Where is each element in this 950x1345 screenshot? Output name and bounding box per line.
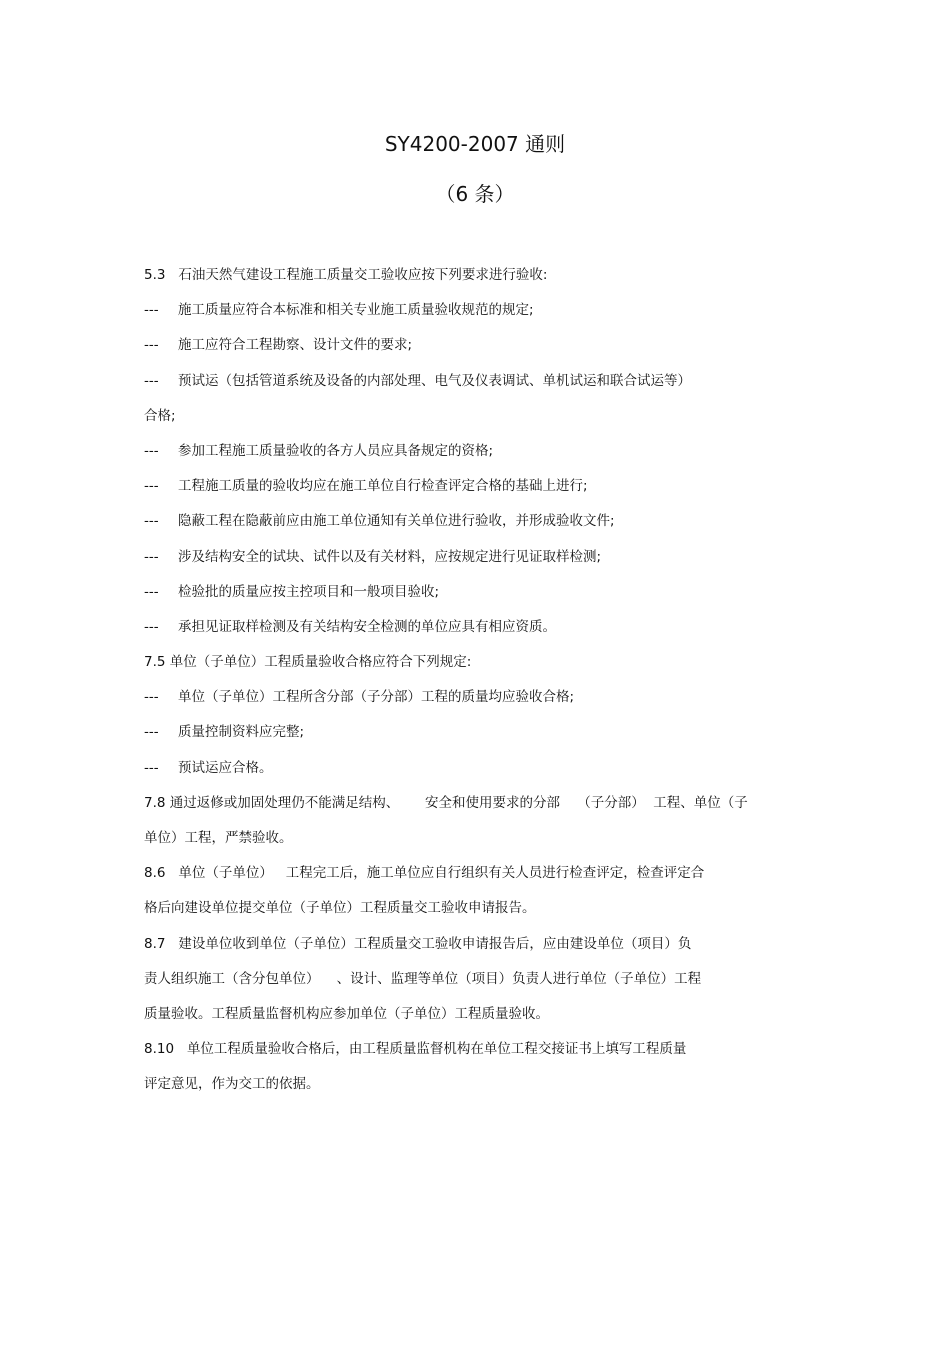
list-dash: --- — [144, 478, 159, 494]
line-text: 工程施工质量的验收均应在施工单位自行检查评定合格的基础上进行; — [178, 478, 588, 494]
clause-gap — [165, 267, 178, 283]
text-line — [144, 935, 691, 953]
line-text: 格后向建设单位提交单位（子单位）工程质量交工验收申请报告。 — [144, 900, 536, 916]
list-dash: --- — [144, 337, 159, 353]
list-dash: --- — [144, 443, 159, 459]
clause-number: 7.5 — [144, 654, 166, 670]
text-line — [144, 407, 176, 425]
list-dash: --- — [144, 689, 159, 705]
text-line — [144, 1075, 320, 1093]
line-text: 石油天然气建设工程施工质量交工验收应按下列要求进行验收: — [178, 267, 548, 283]
list-dash: --- — [144, 760, 159, 776]
text-line — [144, 442, 493, 460]
text-line — [144, 336, 412, 354]
list-dash: --- — [144, 373, 159, 389]
clause-gap — [165, 865, 178, 881]
clause-gap — [165, 936, 178, 952]
document-subtitle: （6 条） — [435, 182, 515, 206]
text-line — [144, 301, 534, 319]
text-line — [144, 266, 547, 284]
text-line — [144, 548, 601, 566]
text-line — [144, 759, 273, 777]
list-dash: --- — [144, 549, 159, 565]
line-text: 承担见证取样检测及有关结构安全检测的单位应具有相应资质。 — [178, 619, 556, 635]
line-text: 单位）工程，严禁验收。 — [144, 830, 293, 846]
line-text: 施工应符合工程勘察、设计文件的要求; — [178, 337, 413, 353]
line-text: 质量控制资料应完整; — [178, 724, 305, 740]
line-text: 单位工程质量验收合格后，由工程质量监督机构在单位工程交接证书上填写工程质量 — [186, 1041, 687, 1057]
line-text: 检验批的质量应按主控项目和一般项目验收; — [178, 584, 440, 600]
text-line — [144, 653, 471, 671]
clause-number: 7.8 — [144, 795, 166, 811]
text-line — [144, 1005, 549, 1023]
line-text: 预试运（包括管道系统及设备的内部处理、电气及仪表调试、单机试运和联合试运等） — [178, 373, 691, 389]
line-text: 参加工程施工质量验收的各方人员应具备规定的资格; — [178, 443, 494, 459]
line-text: 预试运应合格。 — [178, 760, 273, 776]
text-line — [144, 794, 748, 812]
text-line — [144, 583, 439, 601]
text-line — [144, 970, 701, 988]
document-title: SY4200-2007 通则 — [384, 132, 566, 156]
text-line — [144, 1040, 686, 1058]
line-text: 单位（子单位） 工程完工后，施工单位应自行组织有关人员进行检查评定，检查评定合 — [178, 865, 705, 881]
text-line — [144, 512, 615, 530]
text-line — [144, 688, 574, 706]
text-line — [144, 864, 704, 882]
clause-number: 8.10 — [144, 1041, 175, 1057]
line-text: 评定意见，作为交工的依据。 — [144, 1076, 320, 1092]
text-line — [144, 899, 536, 917]
line-text: 质量验收。工程质量监督机构应参加单位（子单位）工程质量验收。 — [144, 1006, 549, 1022]
clause-gap — [174, 1041, 187, 1057]
line-text: 涉及结构安全的试块、试件以及有关材料，应按规定进行见证取样检测; — [178, 549, 602, 565]
list-dash: --- — [144, 584, 159, 600]
clause-number: 8.7 — [144, 936, 166, 952]
clause-number: 5.3 — [144, 267, 166, 283]
list-dash: --- — [144, 724, 159, 740]
text-line — [144, 477, 588, 495]
text-line — [144, 618, 556, 636]
line-text: 单位（子单位）工程所含分部（子分部）工程的质量均应验收合格; — [178, 689, 575, 705]
line-text: 施工质量应符合本标准和相关专业施工质量验收规范的规定; — [178, 302, 534, 318]
clause-number: 8.6 — [144, 865, 166, 881]
line-text: 隐蔽工程在隐蔽前应由施工单位通知有关单位进行验收，并形成验收文件; — [178, 513, 615, 529]
text-line — [144, 829, 293, 847]
line-text: 合格; — [144, 408, 176, 424]
line-text: 单位（子单位）工程质量验收合格应符合下列规定: — [169, 654, 472, 670]
list-dash: --- — [144, 302, 159, 318]
list-dash: --- — [144, 619, 159, 635]
line-text: 通过返修或加固处理仍不能满足结构、 安全和使用要求的分部 （子分部） 工程、单位（子 — [169, 795, 748, 811]
line-text: 责人组织施工（含分包单位） 、设计、监理等单位（项目）负责人进行单位（子单位）工程 — [144, 971, 702, 987]
text-line — [144, 372, 691, 390]
list-dash: --- — [144, 513, 159, 529]
line-text: 建设单位收到单位（子单位）工程质量交工验收申请报告后，应由建设单位（项目）负 — [178, 936, 692, 952]
text-line — [144, 723, 304, 741]
